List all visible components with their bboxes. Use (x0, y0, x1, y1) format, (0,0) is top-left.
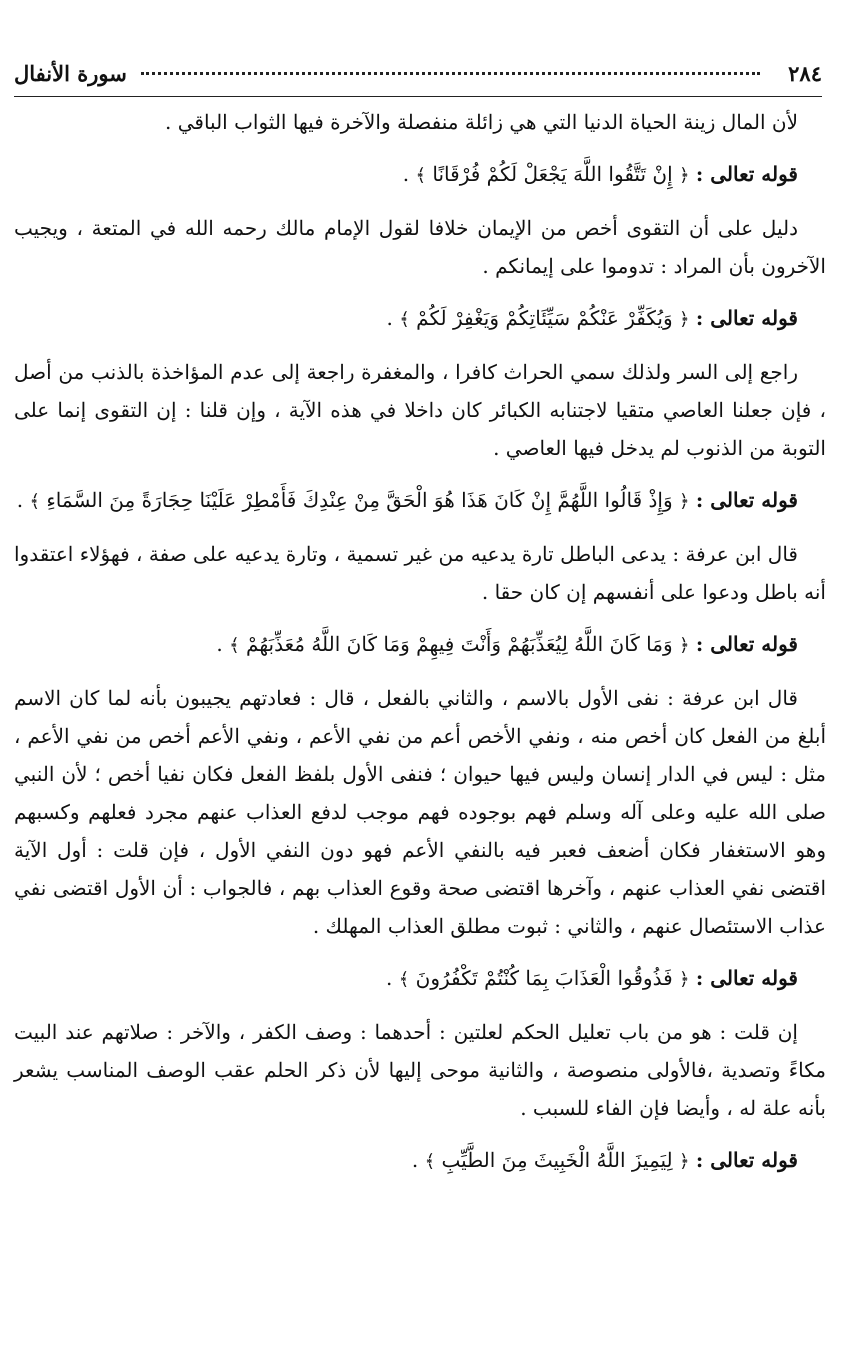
quran-verse-text: وَيُكَفِّرْ عَنْكُمْ سَيِّئَاتِكُمْ وَيَغْفِرْ لَكُمْ (416, 306, 673, 330)
verse-end-mark: . (402, 162, 416, 186)
quran-verse-text: لِيَمِيزَ اللَّهُ الْخَبِيثَ مِنَ الطَّيِّبِ (441, 1148, 673, 1172)
verse-lead: قوله تعالى : (695, 306, 798, 330)
verse-end-mark: . (216, 632, 230, 656)
page-number: ٢٨٤ (788, 60, 822, 86)
verse-lead: قوله تعالى : (695, 162, 798, 186)
verse-heading (14, 299, 826, 339)
quran-close-bracket: ﴾ (399, 309, 410, 330)
surah-title: سورة الأنفال (14, 60, 127, 86)
quran-open-bracket: ﴿ (679, 969, 690, 990)
quran-close-bracket: ﴾ (415, 165, 427, 186)
verse-heading (14, 481, 826, 521)
quran-close-bracket: ﴾ (424, 1151, 436, 1172)
verse-heading (14, 625, 826, 665)
quran-open-bracket: ﴿ (679, 635, 690, 656)
verse-end-mark: . (411, 1148, 425, 1172)
verse-end-mark: . (16, 488, 30, 512)
quran-close-bracket: ﴾ (29, 491, 41, 512)
commentary-paragraph: قال ابن عرفة : يدعى الباطل تارة يدعيه من غير تسمية ، وتارة يدعيه على صفة ، فهؤلاء اعتقدوا أنه باطل ودعوا على أنفسهم إن كان حقا . (14, 542, 826, 604)
quran-close-bracket: ﴾ (229, 635, 240, 656)
verse-end-mark: . (386, 966, 399, 990)
verse-heading (14, 1141, 826, 1181)
quran-verse-text: وَمَا كَانَ اللَّهُ لِيُعَذِّبَهُمْ وَأَنْتَ فِيهِمْ وَمَا كَانَ اللَّهُ مُعَذِّبَهُمْ (246, 632, 673, 656)
page-body (14, 103, 826, 1181)
commentary-paragraph: دليل على أن التقوى أخص من الإيمان خلافا لقول الإمام مالك رحمه الله في المتعة ، ويجيب الآخرون بأن المراد : تدوموا على إيمانكم . (14, 216, 826, 278)
verse-lead: قوله تعالى : (695, 488, 798, 512)
verse-end-mark: . (386, 306, 400, 330)
quran-open-bracket: ﴿ (679, 1151, 690, 1172)
quran-verse-text: وَإِذْ قَالُوا اللَّهُمَّ إِنْ كَانَ هَذَا هُوَ الْحَقَّ مِنْ عِنْدِكَ فَأَمْطِرْ عَلَيْنَا حِجَارَةً مِنَ السَّمَاءِ (46, 488, 673, 512)
quran-verse-text: إِنْ تَتَّقُوا اللَّهَ يَجْعَلْ لَكُمْ فُرْقَانًا (432, 162, 673, 186)
verse-heading (14, 155, 826, 195)
commentary-paragraph: إن قلت : هو من باب تعليل الحكم لعلتين : أحدهما : وصف الكفر ، والآخر : صلاتهم عند البيت مكاءً وتصدية ،فالأولى منصوصة ، والثانية موحى إليها لأن ذكر الحلم عقب الوصف المناسب يشعر بأنه علة له ، وأيضا فإن الفاء للسبب . (14, 1020, 826, 1120)
verse-heading (14, 959, 826, 999)
commentary-paragraph: راجع إلى السر ولذلك سمي الحراث كافرا ، والمغفرة راجعة إلى عدم المؤاخذة بالذنب من أصل ، فإن جعلنا العاصي متقيا لاجتنابه الكبائر كان داخلا في هذه الآية ، وإن قلنا : إن التقوى إنما على التوبة من الذنوب لم يدخل فيها العاصي . (14, 360, 826, 460)
verse-lead: قوله تعالى : (695, 966, 798, 990)
verse-lead: قوله تعالى : (695, 1148, 798, 1172)
quran-close-bracket: ﴾ (398, 969, 410, 990)
page-header (14, 50, 822, 97)
verse-lead: قوله تعالى : (695, 632, 798, 656)
commentary-paragraph: لأن المال زينة الحياة الدنيا التي هي زائلة منفصلة والآخرة فيها الثواب الباقي . (165, 110, 798, 134)
quran-verse-text: فَذُوقُوا الْعَذَابَ بِمَا كُنْتُمْ تَكْفُرُونَ (415, 966, 673, 990)
quran-open-bracket: ﴿ (679, 491, 690, 512)
quran-open-bracket: ﴿ (679, 309, 690, 330)
quran-open-bracket: ﴿ (679, 165, 690, 186)
header-dotted-leader (141, 72, 760, 75)
commentary-paragraph: قال ابن عرفة : نفى الأول بالاسم ، والثاني بالفعل ، قال : فعادتهم يجيبون بأنه لما كان الاسم أبلغ من الفعل كان أخص منه ، ونفي الأخص أعم من نفي الأعم ، ونفي الأعم أخص من نفي الأعم ، مثل : ليس في الدار إنسان وليس فيها حيوان ؛ فنفى الأول بلفظ الفعل فكان نفيا أخص ؛ لأن النبي صلى الله عليه وعلى آله وسلم فهم بوجوده فهم موجب لدفع العذاب عنهم مجرد فعلهم وكسبهم وهو الاستغفار فكان أضعف فعبر فيه بالنفي الأعم فهو دون النفي الأول ، فإن قلت : أول الآية اقتضى نفي العذاب عنهم ، وآخرها اقتضى صحة وقوع العذاب بهم ، فالجواب : أن الأول اقتضى نفي عذاب الاستئصال عنهم ، والثاني : ثبوت مطلق العذاب المهلك . (14, 686, 827, 938)
